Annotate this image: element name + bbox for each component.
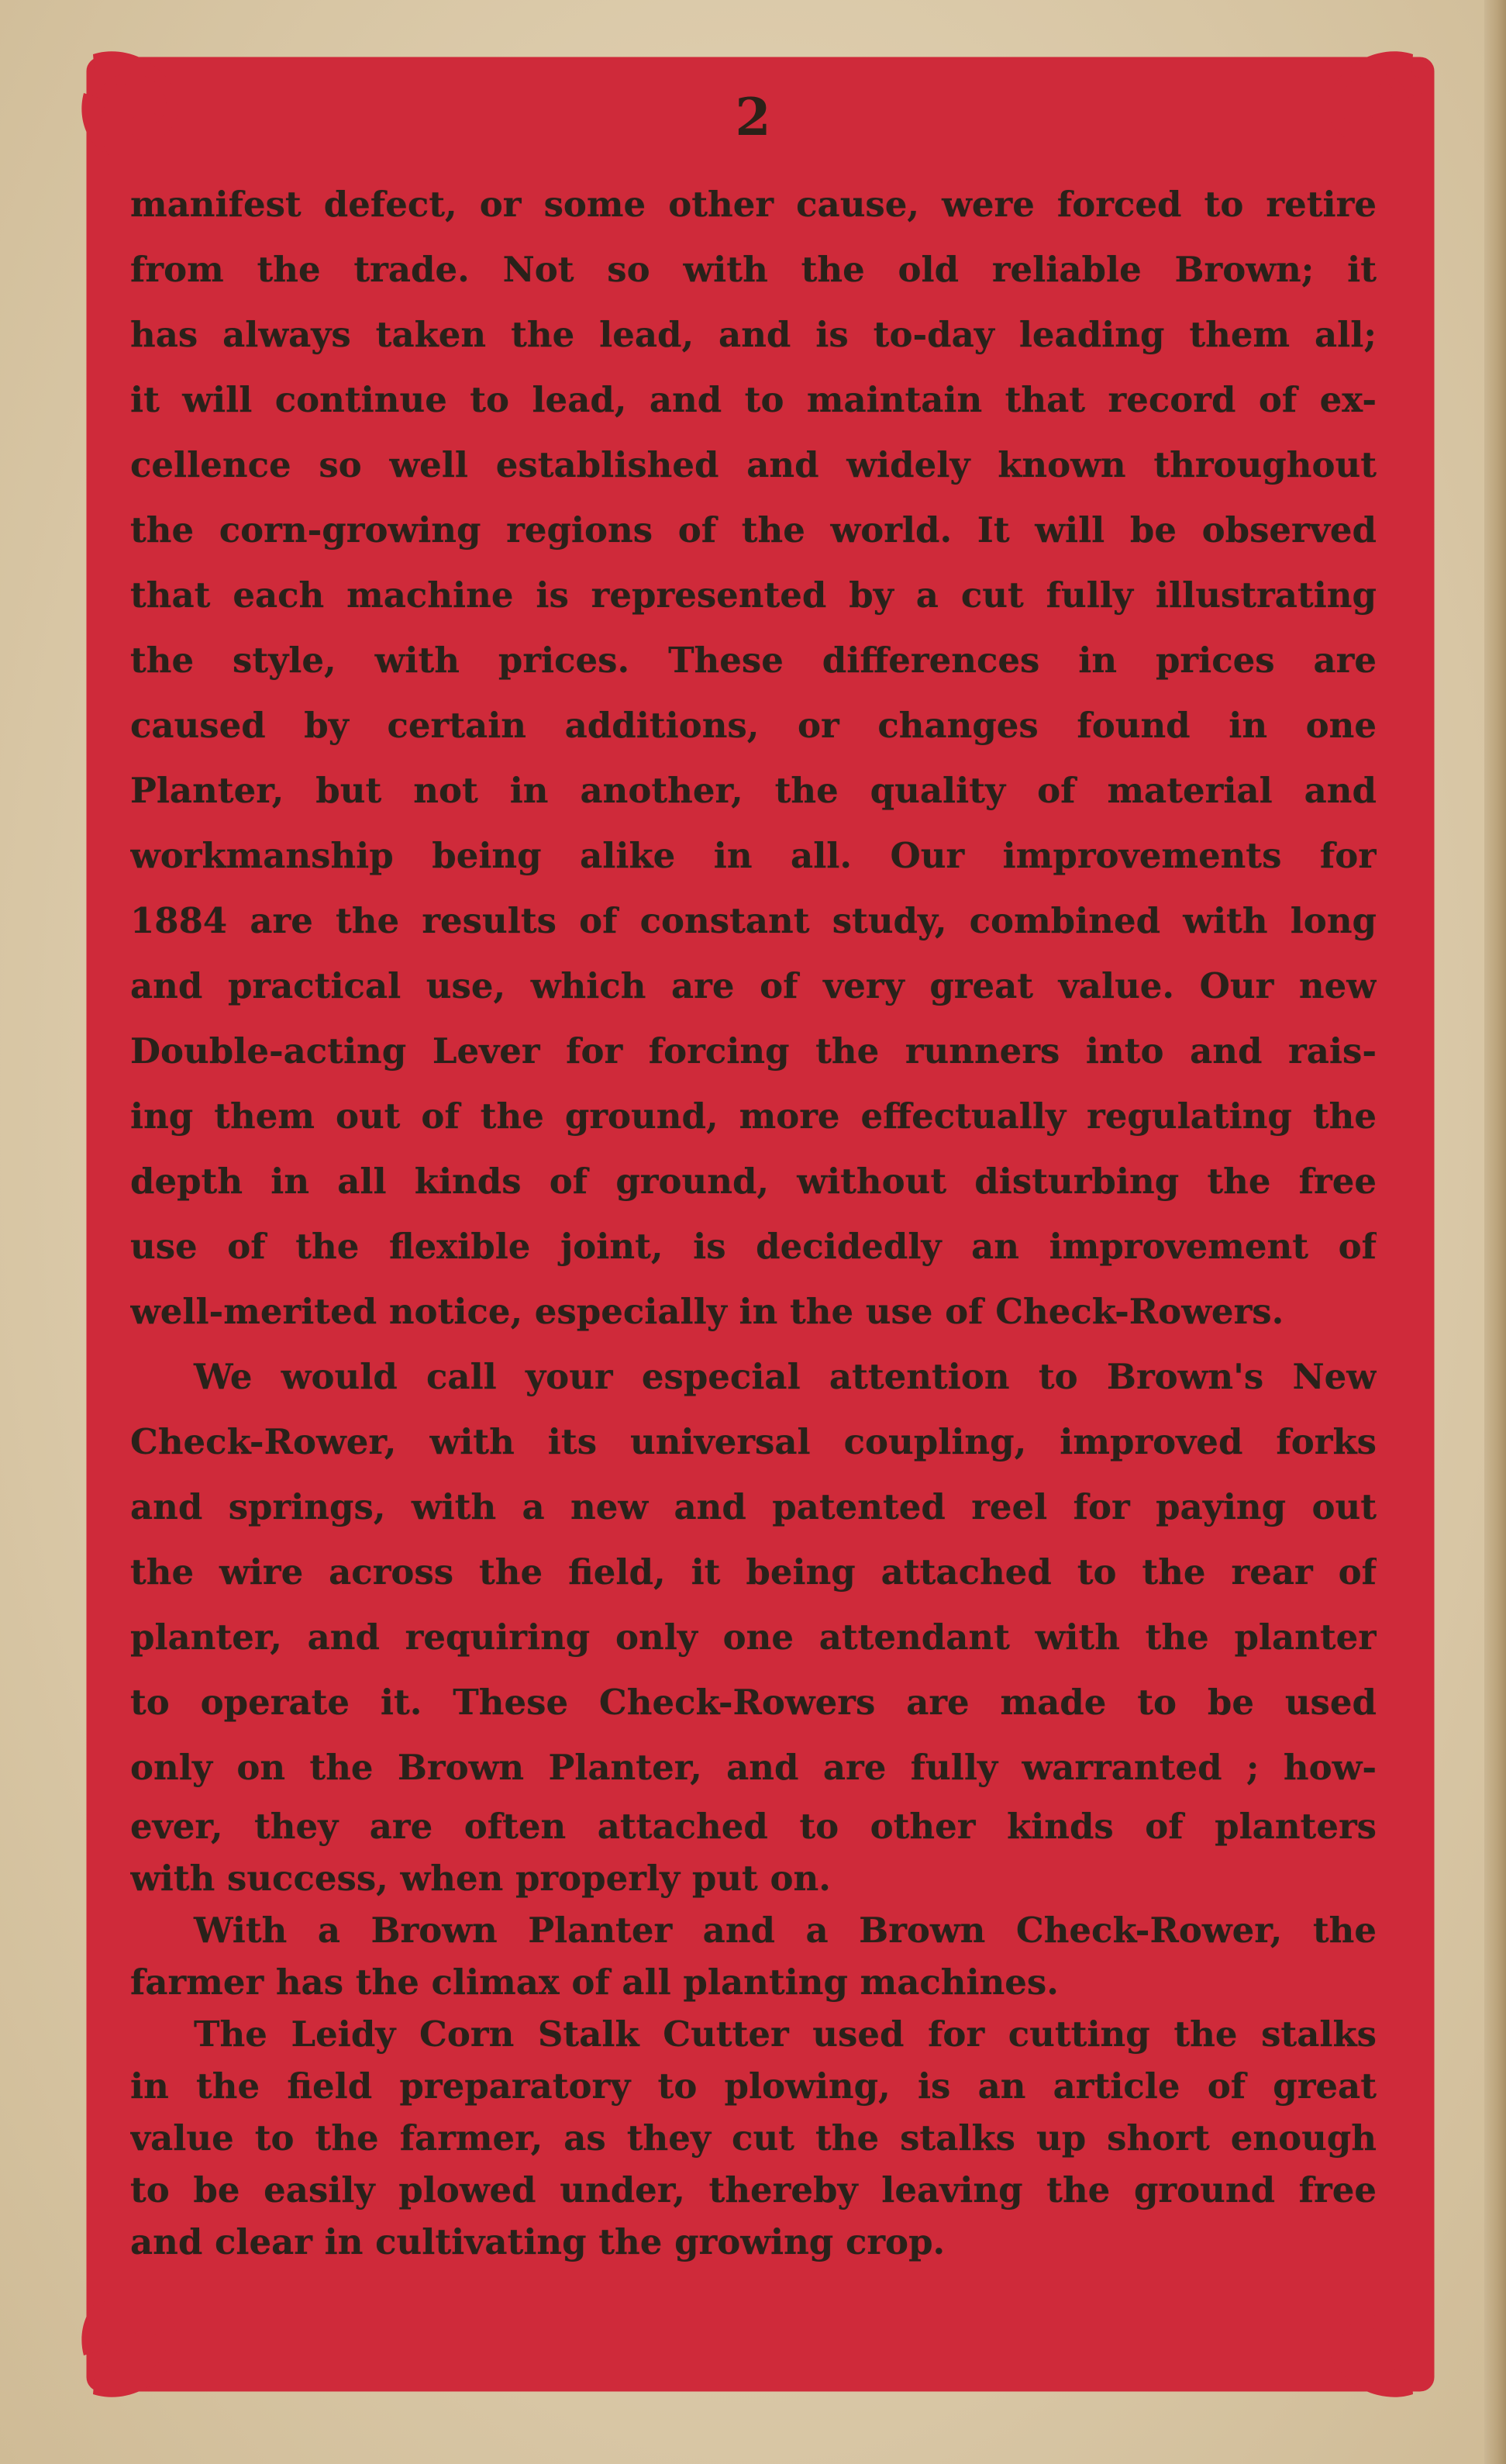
text-line: to be easily plowed under, thereby leaving the ground free [130, 2169, 1377, 2210]
text-line: caused by certain additions, or changes found in one [130, 705, 1377, 746]
text-line: with success, when properly put on. [130, 1858, 831, 1899]
text-line: the style, with prices. These differences in prices are [130, 640, 1377, 681]
text-line: the corn-growing regions of the world. It will be observed [130, 509, 1377, 550]
text-line: planter, and requiring only one attendant with the planter [130, 1617, 1377, 1658]
text-line: and springs, with a new and patented reel for paying out [130, 1486, 1377, 1527]
paragraph-1 [130, 172, 1377, 1344]
text-line: use of the flexible joint, is decidedly an improvement of [130, 1226, 1377, 1267]
paragraph-2 [130, 1344, 1377, 1904]
text-line: has always taken the lead, and is to-day leading them all; [130, 314, 1377, 355]
text-line: ing them out of the ground, more effectually regulating the [130, 1096, 1377, 1137]
text-line: manifest defect, or some other cause, were forced to retire [130, 184, 1377, 225]
text-line: well-merited notice, especially in the use of Check-Rowers. [130, 1291, 1284, 1332]
text-line: cellence so well established and widely known throughout [130, 444, 1377, 485]
text-line: in the field preparatory to plowing, is an article of great [130, 2065, 1377, 2107]
text-line: Check-Rower, with its universal coupling, improved forks [130, 1421, 1377, 1462]
paragraph-4 [130, 2008, 1377, 2268]
text-line: ever, they are often attached to other kinds of planters [130, 1806, 1377, 1847]
text-line: only on the Brown Planter, and are fully warranted ; how- [130, 1747, 1377, 1788]
text-line: from the trade. Not so with the old reliable Brown; it [130, 249, 1377, 290]
paragraph-3 [130, 1904, 1377, 2008]
body-text [130, 172, 1377, 2268]
text-line: With a Brown Planter and a Brown Check-Rower, the [194, 1910, 1377, 1951]
text-line: Double-acting Lever for forcing the runners into and rais- [130, 1030, 1377, 1072]
text-line: and clear in cultivating the growing crop. [130, 2221, 946, 2262]
text-line: that each machine is represented by a cut fully illustrating [130, 575, 1377, 616]
text-line: We would call your especial attention to Brown's New [194, 1356, 1377, 1397]
text-line: The Leidy Corn Stalk Cutter used for cutting the stalks [194, 2014, 1377, 2055]
page-number: 2 [735, 87, 771, 147]
text-line: 1884 are the results of constant study, combined with long [130, 900, 1377, 941]
text-line: Planter, but not in another, the quality of material and [130, 770, 1377, 811]
text-line: farmer has the climax of all planting machines. [130, 1962, 1059, 2003]
text-line: value to the farmer, as they cut the stalks up short enough [130, 2117, 1377, 2159]
text-line: depth in all kinds of ground, without disturbing the free [130, 1161, 1377, 1202]
text-line: workmanship being alike in all. Our improvements for [130, 835, 1377, 876]
text-line: it will continue to lead, and to maintain that record of ex- [130, 379, 1377, 420]
text-line: and practical use, which are of very great value. Our new [130, 965, 1377, 1006]
text-line: to operate it. These Check-Rowers are made to be used [130, 1682, 1377, 1723]
text-line: the wire across the field, it being attached to the rear of [130, 1551, 1377, 1593]
